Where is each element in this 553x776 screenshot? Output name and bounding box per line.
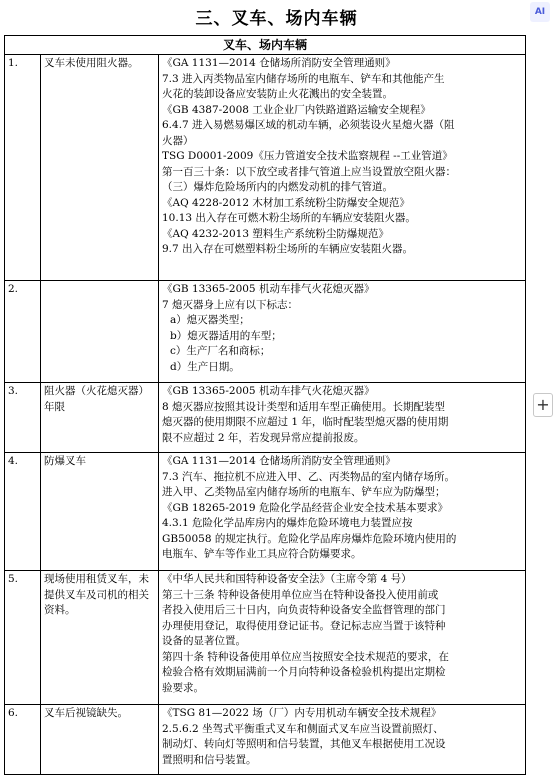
content-line: 制动灯、转向灯等照明和信号装置，其他叉车根据使用工况设 <box>162 738 446 750</box>
content-line: 第一百三十条：以下放空或者排气管道上应当设置放空阻火器： <box>162 165 456 178</box>
table-row <box>5 383 526 453</box>
row-number: 3. <box>5 383 41 453</box>
content-line: 设备的显著位置。 <box>162 635 246 647</box>
table-row <box>5 55 526 281</box>
row-number: 1. <box>5 55 41 281</box>
ai-assistant-button[interactable]: AI <box>530 2 550 22</box>
content-line: 7 熄灭器身上应有以下标志： <box>162 298 299 311</box>
content-line: a）熄灭器类型； <box>170 314 250 326</box>
row-item: 叉车后视镜缺失。 <box>41 705 159 775</box>
content-line: 《TSG 81—2022 场（厂）内专用机动车辆安全技术规程》 <box>162 707 442 719</box>
row-number: 6. <box>5 705 41 775</box>
content-line: 进入甲、乙类物品室内储存场所的电瓶车、铲车应为防爆型； <box>162 486 446 498</box>
content-line: 熄灭器的使用期限不应超过 1 年，临时配装型熄灭器的使用期 <box>162 416 449 428</box>
content-line: 7.3 进入丙类物品室内储存场所的电瓶车、铲车和其他能产生 <box>162 72 445 85</box>
table-row <box>5 281 526 383</box>
row-item: 阻火器（火花熄灭器）年限 <box>41 383 159 453</box>
row-content <box>159 281 526 383</box>
row-content <box>159 571 526 705</box>
content-line: TSG D0001-2009《压力管道安全技术监察规程 --工业管道》 <box>162 150 453 162</box>
content-line: 电瓶车、铲车等作业工具应符合防爆要求。 <box>162 548 362 560</box>
content-line: 第三十三条 特种设备使用单位应当在特种设备投入使用前或 <box>162 588 439 601</box>
row-item: 防爆叉车 <box>41 453 159 571</box>
row-content <box>159 383 526 453</box>
row-number: 5. <box>5 571 41 705</box>
content-line: 《GA 1131—2014 仓储场所消防安全管理通则》 <box>162 455 396 467</box>
row-item: 现场使用租赁叉车，未提供叉车及司机的相关资料。 <box>41 571 159 705</box>
content-line: 检验合格有效期届满前一个月向特种设备检验机构提出定期检 <box>162 666 446 678</box>
table-title: 叉车、场内车辆 <box>5 36 526 55</box>
content-line: （三）爆炸危险场所内的内燃发动机的排气管道。 <box>162 181 393 193</box>
content-line: 9.7 出入存在可燃塑料粉尘场所的车辆应安装阻火器。 <box>162 243 414 255</box>
content-line: d）生产日期。 <box>170 360 240 373</box>
content-line: 火器） <box>162 134 194 147</box>
content-line: 10.13 出入存在可燃木粉尘场所的车辆应安装阻火器。 <box>162 212 416 224</box>
content-line: 《AQ 4228-2012 木材加工系统粉尘防爆安全规范》 <box>162 196 410 209</box>
add-button[interactable]: + <box>533 393 553 417</box>
content-line: 《GB 18265-2019 危险化学品经营企业安全技术基本要求》 <box>162 501 448 514</box>
content-line: c）生产厂名和商标； <box>170 345 271 357</box>
row-content <box>159 705 526 775</box>
content-line: 7.3 汽车、拖拉机不应进入甲、乙、丙类物品的室内储存场所。 <box>162 470 456 483</box>
content-line: 验要求。 <box>162 681 204 694</box>
content-line: 《AQ 4232-2013 塑料生产系统粉尘防爆规范》 <box>162 227 389 240</box>
row-item: 叉车未使用阻火器。 <box>41 55 159 281</box>
content-line: b）熄灭器适用的车型； <box>170 329 282 342</box>
content-line: 者投入使用后三十日内，向负责特种设备安全监督管理的部门 <box>162 604 446 616</box>
content-line: 办理使用登记，取得使用登记证书。登记标志应当置于该特种 <box>162 619 446 632</box>
row-number: 4. <box>5 453 41 571</box>
table-header-row <box>5 36 526 55</box>
content-line: 限不应超过 2 年，若发现异常应提前报废。 <box>162 431 365 444</box>
content-line: 第四十条 特种设备使用单位应当按照安全技术规范的要求，在 <box>162 650 449 663</box>
content-line: GB50058 的规定执行。危险化学品库房爆炸危险环境内使用的 <box>162 532 457 545</box>
page-title: 三、叉车、场内车辆 <box>195 9 358 29</box>
content-line: 火花的装卸设备应安装防止火花溅出的安全装置。 <box>162 88 393 100</box>
content-line: 置照明和信号装置。 <box>162 753 257 766</box>
content-line: 《中华人民共和国特种设备安全法》（主席令第 4 号） <box>162 573 412 585</box>
content-line: 《GB 4387-2008 工业企业厂内铁路道路运输安全规程》 <box>162 103 431 116</box>
content-line: 《GB 13365-2005 机动车排气火花熄灭器》 <box>162 283 375 295</box>
table-row <box>5 571 526 705</box>
content-line: 2.5.6.2 坐驾式平衡重式叉车和侧面式叉车应当设置前照灯、 <box>162 722 444 735</box>
table-row <box>5 453 526 571</box>
content-line: 6.4.7 进入易燃易爆区域的机动车辆，必须装设火星熄火器（阻 <box>162 119 455 131</box>
content-line: 8 熄灭器应按照其设计类型和适用车型正确使用。长期配装型 <box>162 400 446 413</box>
rules-table <box>4 35 526 775</box>
content-line: 《GB 13365-2005 机动车排气火花熄灭器》 <box>162 385 375 397</box>
content-line: 4.3.1 危险化学品库房内的爆炸危险环境电力装置应按 <box>162 517 413 529</box>
row-item <box>41 281 159 383</box>
row-number: 2. <box>5 281 41 383</box>
row-content <box>159 55 526 281</box>
row-content <box>159 453 526 571</box>
table-row <box>5 705 526 775</box>
content-line: 《GA 1131—2014 仓储场所消防安全管理通则》 <box>162 57 396 69</box>
